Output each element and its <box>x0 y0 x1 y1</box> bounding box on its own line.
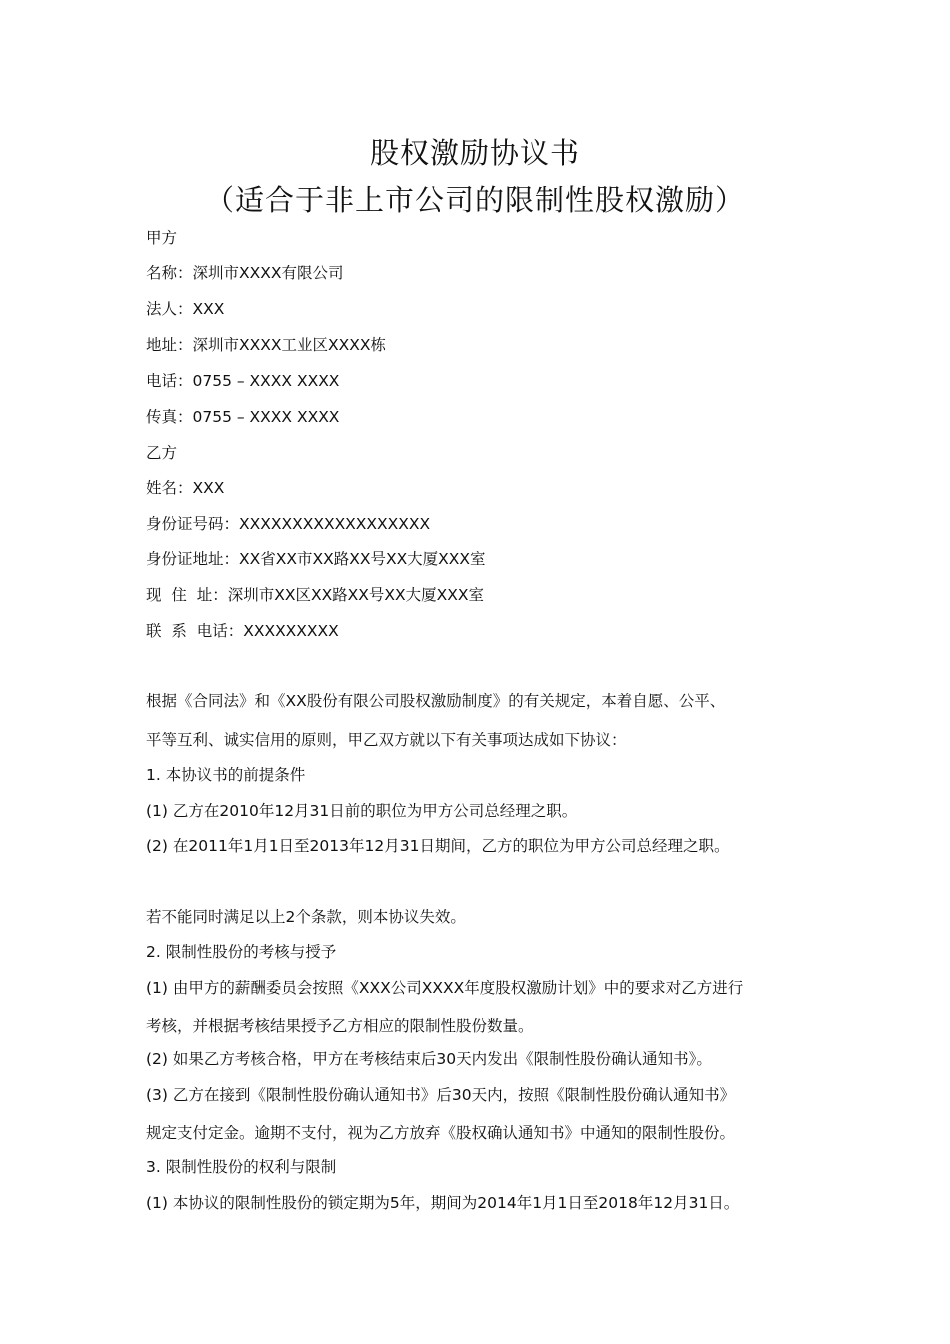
party-b-phone: 联 系 电话：XXXXXXXXX <box>146 622 339 640</box>
section-2-item-3-line-2: 规定支付定金。逾期不支付，视为乙方放弃《股权确认通知书》中通知的限制性股份。 <box>146 1124 736 1142</box>
section-1-item-1: (1) 乙方在2010年12月31日前的职位为甲方公司总经理之职。 <box>146 802 578 820</box>
party-a-legal-rep: 法人：XXX <box>146 300 225 318</box>
section-2-item-3-line-1: (3) 乙方在接到《限制性股份确认通知书》后30天内，按照《限制性股份确认通知书》 <box>146 1086 736 1104</box>
section-3-item-1: (1) 本协议的限制性股份的锁定期为5年，期间为2014年1月1日至2018年12月31日。 <box>146 1194 740 1212</box>
party-a-name: 名称：深圳市XXXX有限公司 <box>146 264 344 282</box>
party-b-name: 姓名：XXX <box>146 479 225 497</box>
section-1-item-2: (2) 在2011年1月1日至2013年12月31日期间，乙方的职位为甲方公司总经理之职。 <box>146 837 730 855</box>
party-b-id-address: 身份证地址：XX省XX市XX路XX号XX大厦XXX室 <box>146 550 486 568</box>
section-3-heading: 3. 限制性股份的权利与限制 <box>146 1158 337 1176</box>
party-b-heading: 乙方 <box>146 444 178 462</box>
party-a-phone: 电话：0755 – XXXX XXXX <box>146 372 340 390</box>
section-2-item-1-line-1: (1) 由甲方的薪酬委员会按照《XXX公司XXXX年度股权激励计划》中的要求对乙方进行 <box>146 979 744 997</box>
section-1-note: 若不能同时满足以上2个条款，则本协议失效。 <box>146 908 466 926</box>
intro-line-2: 平等互利、诚实信用的原则，甲乙双方就以下有关事项达成如下协议： <box>146 731 627 749</box>
party-a-address: 地址：深圳市XXXX工业区XXXX栋 <box>146 336 386 354</box>
party-b-current-address: 现 住 址：深圳市XX区XX路XX号XX大厦XXX室 <box>146 586 485 604</box>
section-2-item-2: (2) 如果乙方考核合格，甲方在考核结束后30天内发出《限制性股份确认通知书》。 <box>146 1050 712 1068</box>
intro-line-1: 根据《合同法》和《XX股份有限公司股权激励制度》的有关规定，本着自愿、公平、 <box>146 692 726 710</box>
document-title: 股权激励协议书 <box>369 136 580 170</box>
section-1-heading: 1. 本协议书的前提条件 <box>146 766 306 784</box>
document-subtitle: （适合于非上市公司的限制性股权激励） <box>204 183 745 217</box>
party-a-fax: 传真：0755 – XXXX XXXX <box>146 408 340 426</box>
party-b-id-number: 身份证号码：XXXXXXXXXXXXXXXXXX <box>146 515 431 533</box>
section-2-item-1-line-2: 考核，并根据考核结果授予乙方相应的限制性股份数量。 <box>146 1017 534 1035</box>
section-2-heading: 2. 限制性股份的考核与授予 <box>146 943 337 961</box>
party-a-heading: 甲方 <box>146 229 178 247</box>
